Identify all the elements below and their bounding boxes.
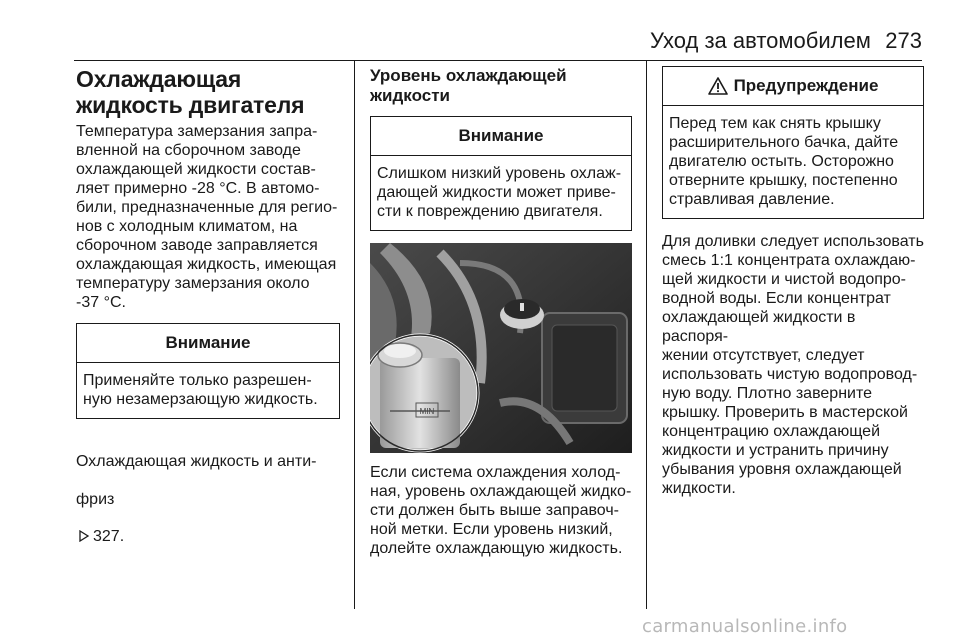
notice-box-low-level	[370, 116, 632, 231]
column-1	[76, 66, 340, 546]
antifreeze-reference-paragraph	[76, 433, 340, 546]
notice-box-text: Применяйте только разрешен- ную незамерзающую жидкость.	[83, 372, 318, 408]
page-header-title: Уход за автомобилем	[650, 28, 871, 53]
watermark: carmanualsonline.info	[642, 616, 848, 637]
header-divider	[74, 60, 922, 61]
section-title-coolant: Охлаждающая жидкость двигателя	[76, 66, 305, 118]
warning-triangle-icon	[708, 77, 728, 95]
notice-box-text: Слишком низкий уровень охлаж- дающей жидкости может приве- сти к повреждению двигателя.	[377, 165, 622, 220]
warning-box-hot-engine	[662, 66, 924, 219]
figure-min-label: MIN	[419, 407, 435, 416]
notice-box-title: Внимание	[371, 117, 631, 156]
column-2	[370, 66, 632, 558]
page-number: 273	[885, 28, 922, 53]
antifreeze-line-2-prefix: фриз	[76, 491, 115, 508]
warning-box-text: Перед тем как снять крышку расширительного бачка, дайте двигателю остыть. Осторожно отверните крышку, постепенно стравливая давление.	[669, 115, 899, 208]
antifreeze-line-1: Охлаждающая жидкость и анти-	[76, 453, 317, 470]
warning-box-title	[663, 67, 923, 106]
warning-title-text: Предупреждение	[733, 76, 879, 95]
column-3	[662, 66, 924, 498]
page-reference-icon	[78, 509, 90, 521]
section-title-coolant-level: Уровень охлаждающей жидкости	[370, 66, 567, 105]
coolant-level-paragraph: Если система охлаждения холод- ная, уровень охлаждающей жидко- сти должен быть выше заправоч- ной метки. Если уровень низкий, долейте охлаждающую жидкость.	[370, 464, 632, 557]
engine-bay-photo	[370, 243, 632, 453]
column-divider-right	[646, 61, 647, 609]
column-divider-left	[354, 61, 355, 609]
coolant-intro-paragraph: Температура замерзания запра- вленной на сборочном заводе охлаждающей жидкости состав- ляет примерно -28 °C. В автомо- били, предназначенные для регио- нов с холодным климатом, на сборочном заводе заправляется охлаждающая жидкость, имеющая температуру замерзания около -37 °C.	[76, 123, 338, 311]
notice-box-title: Внимание	[77, 324, 339, 363]
notice-box-approved-coolant	[76, 323, 340, 419]
page-reference-link[interactable]: 327.	[93, 528, 125, 545]
top-up-instructions-paragraph: Для доливки следует использовать смесь 1:1 концентрата охлаждаю- щей жидкости и чистой водопро- водной воды. Если концентрат охлаждающей жидкости в распоря- жении отсутствует, следует использовать чистую водопровод- ную воду. Плотно заверните крышку. Проверить в мастерской концентрацию охлаждающей жидкости и устранить причину убывания уровня охлаждающей жидкости.	[662, 233, 924, 497]
